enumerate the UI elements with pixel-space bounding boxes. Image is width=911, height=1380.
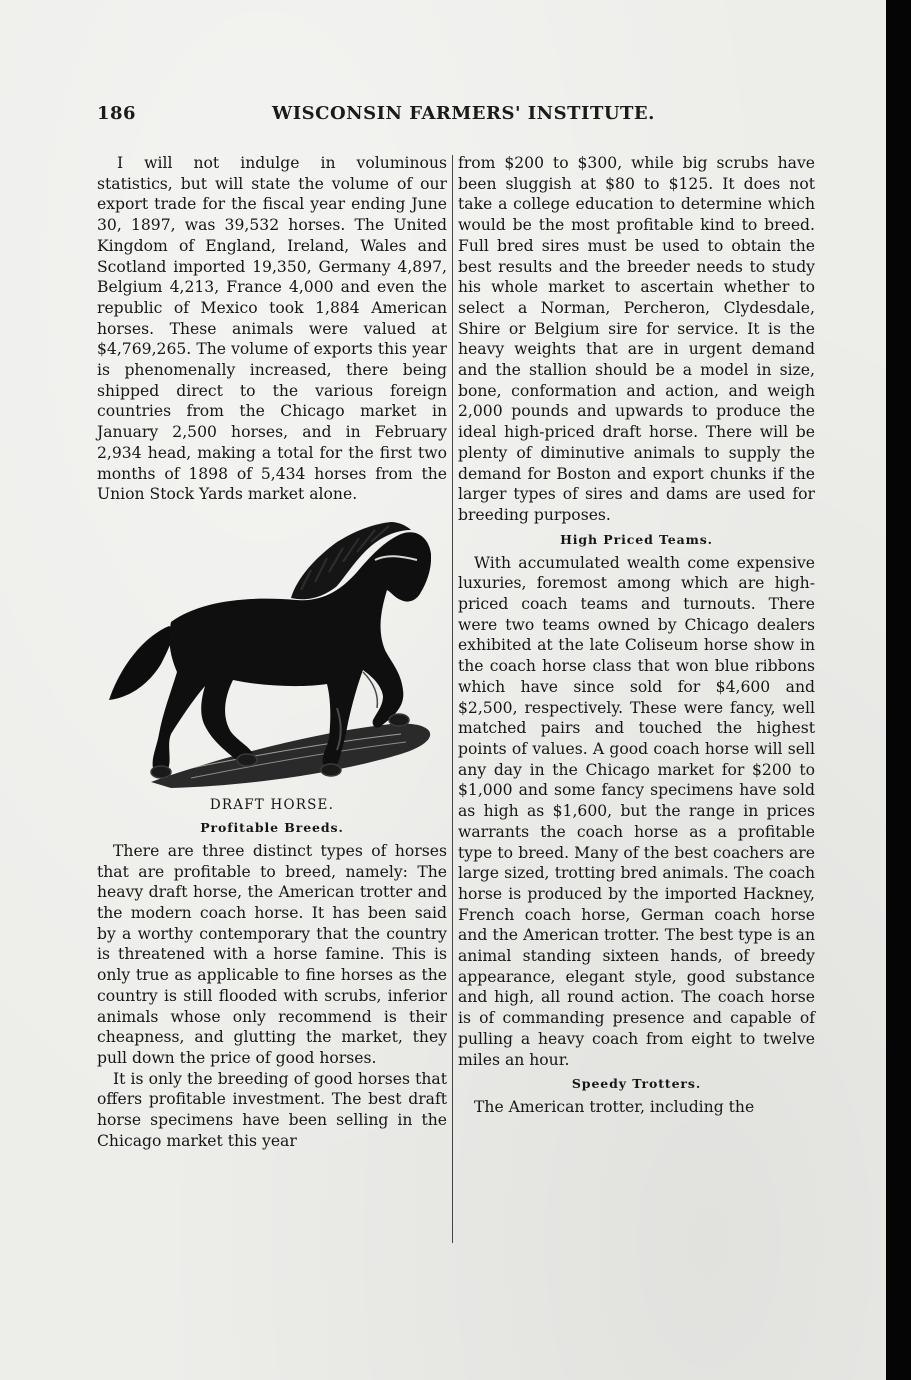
paragraph-three-types: There are three distinct types of horses that are profitable to breed, namely: The heavy draft horse, the American trotter and the modern coach horse. It has been said by a worthy contemporary that the country is threatened with a horse famine. This is only true as applicable to fine horses as the country is still flooded with scrubs, inferior animals whose only recommend is their cheapness, and glutting the market, they pull down the price of good horses. bbox=[97, 841, 447, 1067]
paragraph-coach-teams: With accumulated wealth come expensive luxuries, foremost among which are high-priced coach teams and turnouts. There were two teams owned by Chicago dealers exhibited at the late Coliseum horse show in the coach horse class that won blue ribbons which have since sold for $4,600 and $2,500, respectively. These were fancy, well matched pairs and touched the highest points of values. A good coach horse will sell any day in the Chicago market for $200 to $1,000 and some fancy specimens have sold as high as $1,600, but the range in prices warrants the coach horse as a profitable type to breed. Many of the best coachers are large sized, trotting bred animals. The coach horse is produced by the imported Hackney, French coach horse, German coach horse and the American trotter. The best type is an animal standing sixteen hands, of breedy appearance, elegant style, good substance and high, all round action. The coach horse is of commanding presence and capable of pulling a heavy coach from eight to twelve miles an hour. bbox=[458, 553, 815, 1069]
paragraph-prices-continued: from $200 to $300, while big scrubs have been sluggish at $80 to $125. It does not take a college education to determine which would be the most profitable kind to breed. Full bred sires must be used to obtain the best results and the breeder needs to study his whole market to ascertain whether to select a Norman, Percheron, Clydesdale, Shire or Belgium sire for service. It is the heavy weights that are in urgent demand and the stallion should be a model in size, bone, conformation and action, and weigh 2,000 pounds and upwards to produce the ideal high-priced draft horse. There will be plenty of diminutive animals to supply the demand for Boston and export chunks if the larger types of sires and dams are used for breeding purposes. bbox=[458, 154, 815, 524]
heading-speedy-trotters: Speedy Trotters. bbox=[571, 1076, 702, 1092]
draft-horse-figure bbox=[97, 520, 447, 814]
draft-horse-illustration-icon bbox=[101, 520, 431, 792]
paragraph-american-trotter: The American trotter, including the bbox=[474, 1098, 755, 1117]
right-column bbox=[458, 153, 815, 1118]
paragraph-export-statistics: I will not indulge in voluminous statistics, but will state the volume of our export trade for the fiscal year ending June 30, 1897, was 39,532 horses. The United Kingdom of England, Ireland, Wales and Scotland imported 19,350, Germany 4,897, Belgium 4,213, France 4,000 and even the republic of Mexico took 1,884 American horses. These animals were valued at $4,769,265. The volume of exports this year is phenomenally increased, there being shipped direct to the various foreign countries from the Chicago market in January 2,500 horses, and in February 2,934 head, making a total for the first two months of 1898 of 5,434 horses from the Union Stock Yards market alone. bbox=[97, 154, 447, 504]
figure-caption: DRAFT HORSE. bbox=[209, 796, 335, 813]
paragraph-good-horses: It is only the breeding of good horses that offers profitable investment. The best draft horse specimens have been selling in the Chicago market this year bbox=[97, 1069, 447, 1150]
page-header bbox=[97, 103, 809, 129]
left-column bbox=[97, 153, 447, 1152]
heading-profitable-breeds: Profitable Breeds. bbox=[200, 819, 344, 835]
running-title: WISCONSIN FARMERS' INSTITUTE. bbox=[272, 103, 655, 124]
scan-border bbox=[886, 0, 911, 1380]
page-number: 186 bbox=[97, 103, 137, 124]
heading-high-priced-teams: High Priced Teams. bbox=[560, 531, 713, 547]
column-divider bbox=[452, 155, 453, 1243]
